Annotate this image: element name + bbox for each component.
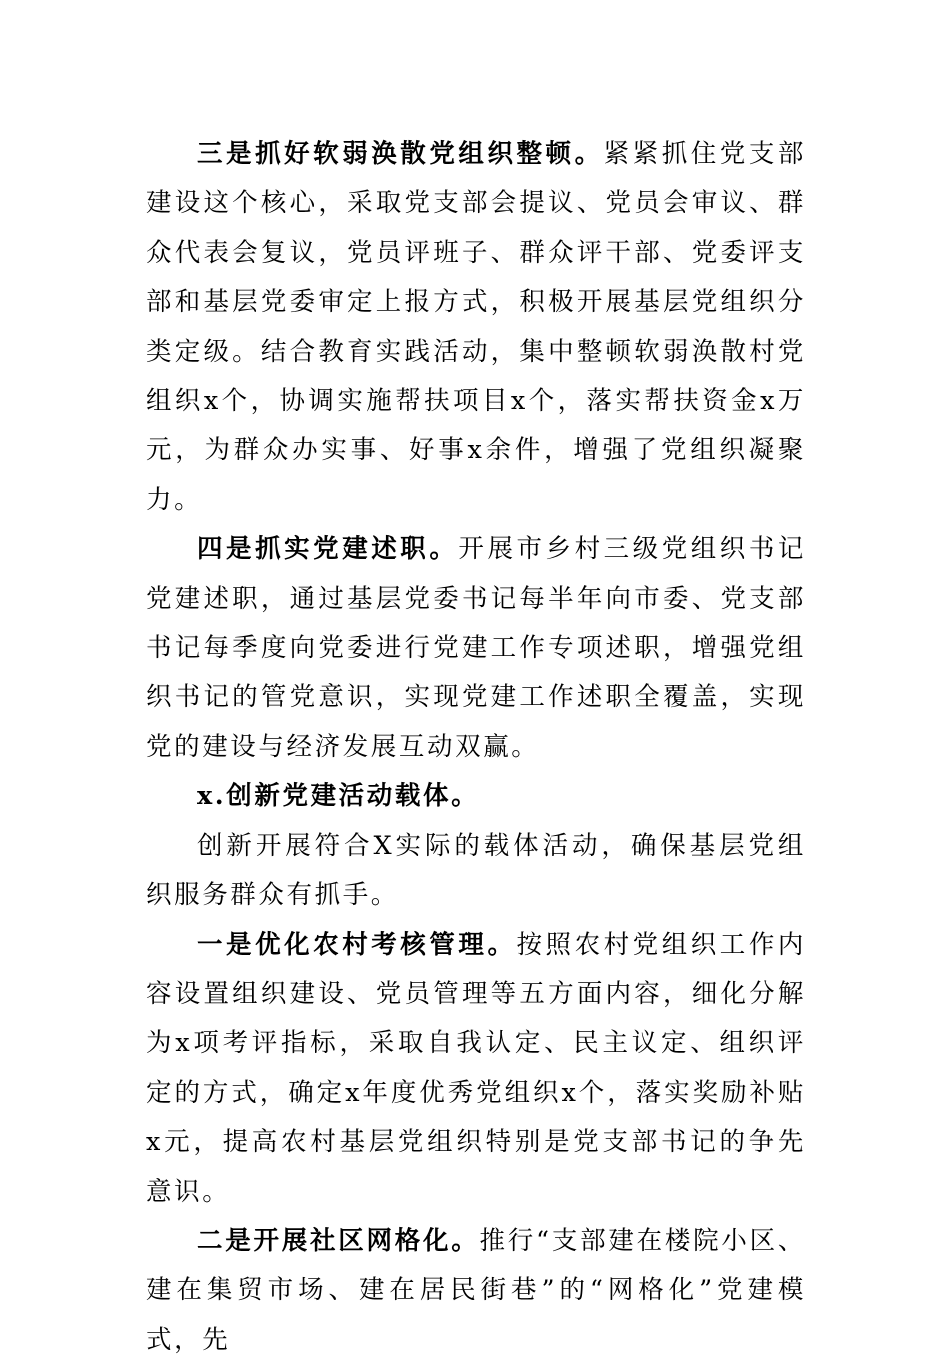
paragraph-text: 推行“支部建在楼院小区、建在集贸市场、建在居民街巷”的“网格化”党建模式，先 — [146, 1225, 806, 1355]
paragraph-lead: 二是开展社区网格化。 — [197, 1225, 480, 1256]
document-body — [146, 130, 806, 1365]
paragraph-text: 按照农村党组织工作内容设置组织建设、党员管理等五方面内容，细化分解为x项考评指标，采取自我认定、民主议定、组织评定的方式，确定x年度优秀党组织x个，落实奖励补贴x元，提高农村基层党组织特别是党支部书记的争先意识。 — [146, 929, 806, 1207]
paragraph-lead: 四是抓实党建述职。 — [197, 534, 459, 565]
paragraph-text: 创新开展符合X实际的载体活动，确保基层党组织服务群众有抓手。 — [146, 830, 806, 911]
paragraph-lead: 三是抓好软弱涣散党组织整顿。 — [197, 139, 604, 169]
paragraph-community-grid — [146, 1217, 806, 1365]
paragraph-party-building-reports — [146, 525, 806, 772]
paragraph-lead: 一是优化农村考核管理。 — [197, 929, 517, 960]
paragraph-rectify-weak-organizations — [146, 130, 806, 525]
paragraph-text: 紧紧抓住党支部建设这个核心，采取党支部会提议、党员会审议、群众代表会复议，党员评班子、群众评干部、党委评支部和基层党委审定上报方式，积极开展基层党组织分类定级。结合教育实践活动，集中整顿软弱涣散村党组织x个，协调实施帮扶项目x个，落实帮扶资金x万元，为群众办实事、好事x余件，增强了党组织凝聚力。 — [146, 139, 806, 515]
paragraph-rural-assessment — [146, 921, 806, 1217]
section-heading: x.创新党建活动载体。 — [197, 781, 480, 812]
paragraph-text: 开展市乡村三级党组织书记党建述职，通过基层党委书记每半年向市委、党支部书记每季度向党委进行党建工作专项述职，增强党组织书记的管党意识，实现党建工作述职全覆盖，实现党的建设与经济发展互动双赢。 — [146, 534, 806, 762]
paragraph-section-intro — [146, 822, 806, 921]
